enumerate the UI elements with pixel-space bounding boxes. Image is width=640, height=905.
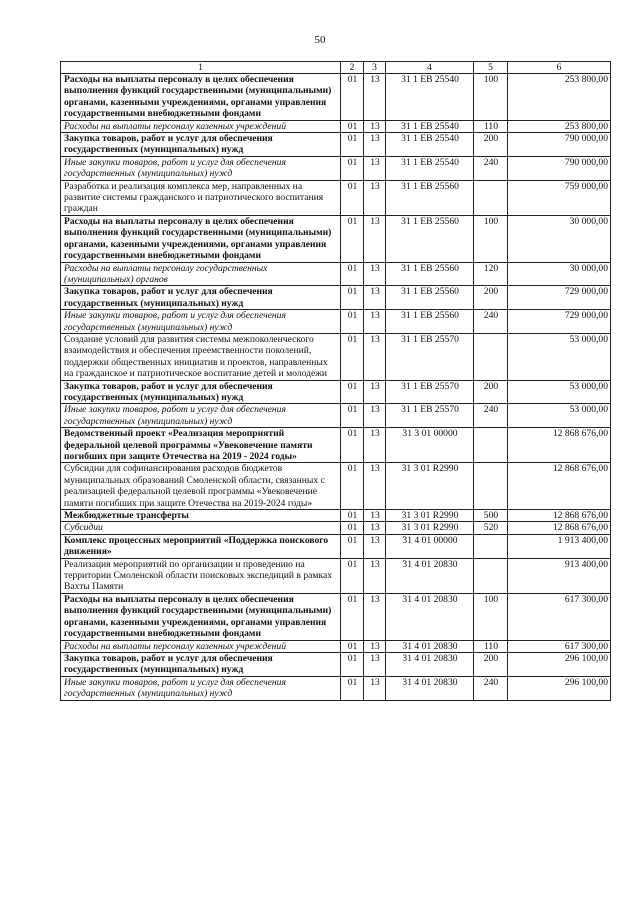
table-row xyxy=(61,262,611,286)
amount: 253 800,00 xyxy=(508,120,611,132)
column-header: 3 xyxy=(364,62,386,74)
section-code: 01 xyxy=(341,593,364,640)
subsection-code: 13 xyxy=(364,463,386,510)
expense-type-code: 200 xyxy=(474,286,508,310)
amount: 729 000,00 xyxy=(508,310,611,334)
expense-type-code: 240 xyxy=(474,404,508,428)
target-article-code: 31 1 ЕВ 25540 xyxy=(386,74,474,121)
subsection-code: 13 xyxy=(364,676,386,700)
expense-name: Расходы на выплаты персоналу в целях обеспечения выполнения функций государственными (муниципальными) органами, казенными учреждениями, органами управления государственными внебюджетными фондами xyxy=(61,593,341,640)
amount: 30 000,00 xyxy=(508,262,611,286)
expense-type-code: 500 xyxy=(474,510,508,522)
section-code: 01 xyxy=(341,215,364,262)
amount: 53 000,00 xyxy=(508,333,611,380)
target-article-code: 31 1 ЕВ 25570 xyxy=(386,380,474,404)
expense-name: Закупка товаров, работ и услуг для обеспечения государственных (муниципальных) нужд xyxy=(61,380,341,404)
expense-type-code: 200 xyxy=(474,380,508,404)
expense-type-code: 100 xyxy=(474,74,508,121)
expense-name: Комплекс процессных мероприятий «Поддержка поискового движения» xyxy=(61,534,341,558)
table-row xyxy=(61,652,611,676)
expense-type-code: 200 xyxy=(474,133,508,157)
section-code: 01 xyxy=(341,463,364,510)
expense-type-code xyxy=(474,463,508,510)
table-row xyxy=(61,156,611,180)
target-article-code: 31 1 ЕВ 25540 xyxy=(386,133,474,157)
target-article-code: 31 1 ЕВ 25560 xyxy=(386,310,474,334)
amount: 729 000,00 xyxy=(508,286,611,310)
amount: 53 000,00 xyxy=(508,404,611,428)
expense-name: Иные закупки товаров, работ и услуг для обеспечения государственных (муниципальных) нужд xyxy=(61,676,341,700)
expense-name: Создание условий для развития системы межпоколенческого взаимодействия и обеспечения преемственности поколений, поддержки общественных инициатив и проектов, направленных на гражданское и патриотическое воспитание детей и молодежи xyxy=(61,333,341,380)
table-row xyxy=(61,380,611,404)
expense-type-code xyxy=(474,558,508,593)
column-header: 1 xyxy=(61,62,341,74)
section-code: 01 xyxy=(341,522,364,534)
subsection-code: 13 xyxy=(364,74,386,121)
amount: 12 868 676,00 xyxy=(508,522,611,534)
amount: 12 868 676,00 xyxy=(508,428,611,463)
subsection-code: 13 xyxy=(364,522,386,534)
amount: 617 300,00 xyxy=(508,593,611,640)
expense-name: Реализация мероприятий по организации и проведению на территории Смоленской области поисковых экспедиций в рамках Вахты Памяти xyxy=(61,558,341,593)
column-header: 5 xyxy=(474,62,508,74)
section-code: 01 xyxy=(341,380,364,404)
page-number: 50 xyxy=(314,34,326,46)
subsection-code: 13 xyxy=(364,652,386,676)
target-article-code: 31 1 ЕВ 25560 xyxy=(386,180,474,215)
target-article-code: 31 3 01 R2990 xyxy=(386,510,474,522)
subsection-code: 13 xyxy=(364,593,386,640)
target-article-code: 31 3 01 R2990 xyxy=(386,463,474,510)
expense-name: Закупка товаров, работ и услуг для обеспечения государственных (муниципальных) нужд xyxy=(61,133,341,157)
expense-name: Разработка и реализация комплекса мер, направленных на развитие системы гражданского и патриотического воспитания граждан xyxy=(61,180,341,215)
target-article-code: 31 3 01 R2990 xyxy=(386,522,474,534)
subsection-code: 13 xyxy=(364,310,386,334)
subsection-code: 13 xyxy=(364,333,386,380)
table-row xyxy=(61,133,611,157)
amount: 790 000,00 xyxy=(508,156,611,180)
table-row xyxy=(61,534,611,558)
expense-type-code xyxy=(474,428,508,463)
section-code: 01 xyxy=(341,262,364,286)
amount: 296 100,00 xyxy=(508,676,611,700)
table-row xyxy=(61,180,611,215)
column-header: 2 xyxy=(341,62,364,74)
subsection-code: 13 xyxy=(364,428,386,463)
table-row xyxy=(61,215,611,262)
subsection-code: 13 xyxy=(364,180,386,215)
target-article-code: 31 1 ЕВ 25560 xyxy=(386,286,474,310)
amount: 253 800,00 xyxy=(508,74,611,121)
expense-type-code: 200 xyxy=(474,652,508,676)
table-body xyxy=(61,74,611,701)
amount: 1 913 400,00 xyxy=(508,534,611,558)
target-article-code: 31 1 ЕВ 25540 xyxy=(386,156,474,180)
table-row xyxy=(61,640,611,652)
expense-type-code: 110 xyxy=(474,120,508,132)
expense-name: Закупка товаров, работ и услуг для обеспечения государственных (муниципальных) нужд xyxy=(61,652,341,676)
budget-table xyxy=(60,61,611,701)
table-row xyxy=(61,522,611,534)
section-code: 01 xyxy=(341,156,364,180)
expense-type-code: 240 xyxy=(474,676,508,700)
target-article-code: 31 4 01 20830 xyxy=(386,652,474,676)
section-code: 01 xyxy=(341,333,364,380)
subsection-code: 13 xyxy=(364,286,386,310)
section-code: 01 xyxy=(341,558,364,593)
section-code: 01 xyxy=(341,180,364,215)
table-row xyxy=(61,676,611,700)
table-row xyxy=(61,558,611,593)
target-article-code: 31 1 ЕВ 25570 xyxy=(386,404,474,428)
subsection-code: 13 xyxy=(364,215,386,262)
expense-name: Ведомственный проект «Реализация мероприятий федеральной целевой программы «Увековечение памяти погибших при защите Отечества на 2019 - 2024 годы» xyxy=(61,428,341,463)
column-header: 4 xyxy=(386,62,474,74)
subsection-code: 13 xyxy=(364,558,386,593)
table-row xyxy=(61,510,611,522)
target-article-code: 31 3 01 00000 xyxy=(386,428,474,463)
table-header-row xyxy=(61,62,611,74)
amount: 759 000,00 xyxy=(508,180,611,215)
amount: 12 868 676,00 xyxy=(508,463,611,510)
table-row xyxy=(61,310,611,334)
subsection-code: 13 xyxy=(364,133,386,157)
section-code: 01 xyxy=(341,404,364,428)
section-code: 01 xyxy=(341,133,364,157)
expense-name: Расходы на выплаты персоналу в целях обеспечения выполнения функций государственными (муниципальными) органами, казенными учреждениями, органами управления государственными внебюджетными фондами xyxy=(61,215,341,262)
expense-name: Субсидии для софинансирования расходов бюджетов муниципальных образований Смоленской области, связанных с реализацией федеральной целевой программы «Увековечение памяти погибших при защите Отечества на 2019-2024 годы» xyxy=(61,463,341,510)
target-article-code: 31 4 01 00000 xyxy=(386,534,474,558)
amount: 296 100,00 xyxy=(508,652,611,676)
amount: 53 000,00 xyxy=(508,380,611,404)
subsection-code: 13 xyxy=(364,404,386,428)
expense-type-code: 120 xyxy=(474,262,508,286)
subsection-code: 13 xyxy=(364,534,386,558)
expense-name: Расходы на выплаты персоналу казенных учреждений xyxy=(61,120,341,132)
target-article-code: 31 1 ЕВ 25560 xyxy=(386,262,474,286)
subsection-code: 13 xyxy=(364,262,386,286)
section-code: 01 xyxy=(341,428,364,463)
amount: 790 000,00 xyxy=(508,133,611,157)
column-header: 6 xyxy=(508,62,611,74)
expense-name: Расходы на выплаты персоналу государственных (муниципальных) органов xyxy=(61,262,341,286)
target-article-code: 31 4 01 20830 xyxy=(386,593,474,640)
expense-name: Межбюджетные трансферты xyxy=(61,510,341,522)
table-row xyxy=(61,404,611,428)
target-article-code: 31 1 ЕВ 25540 xyxy=(386,120,474,132)
expense-type-code: 110 xyxy=(474,640,508,652)
target-article-code: 31 4 01 20830 xyxy=(386,640,474,652)
amount: 617 300,00 xyxy=(508,640,611,652)
expense-name: Расходы на выплаты персоналу в целях обеспечения выполнения функций государственными (муниципальными) органами, казенными учреждениями, органами управления государственными внебюджетными фондами xyxy=(61,74,341,121)
expense-name: Иные закупки товаров, работ и услуг для обеспечения государственных (муниципальных) нужд xyxy=(61,310,341,334)
expense-type-code xyxy=(474,180,508,215)
expense-type-code xyxy=(474,333,508,380)
expense-name: Расходы на выплаты персоналу казенных учреждений xyxy=(61,640,341,652)
subsection-code: 13 xyxy=(364,510,386,522)
expense-type-code: 520 xyxy=(474,522,508,534)
subsection-code: 13 xyxy=(364,640,386,652)
subsection-code: 13 xyxy=(364,380,386,404)
amount: 12 868 676,00 xyxy=(508,510,611,522)
expense-name: Иные закупки товаров, работ и услуг для обеспечения государственных (муниципальных) нужд xyxy=(61,404,341,428)
section-code: 01 xyxy=(341,640,364,652)
expense-name: Субсидии xyxy=(61,522,341,534)
section-code: 01 xyxy=(341,534,364,558)
section-code: 01 xyxy=(341,676,364,700)
table-row xyxy=(61,463,611,510)
expense-type-code: 100 xyxy=(474,215,508,262)
expense-name: Закупка товаров, работ и услуг для обеспечения государственных (муниципальных) нужд xyxy=(61,286,341,310)
section-code: 01 xyxy=(341,286,364,310)
expense-type-code: 240 xyxy=(474,310,508,334)
table-row xyxy=(61,333,611,380)
expense-name: Иные закупки товаров, работ и услуг для обеспечения государственных (муниципальных) нужд xyxy=(61,156,341,180)
table-row xyxy=(61,286,611,310)
section-code: 01 xyxy=(341,310,364,334)
amount: 913 400,00 xyxy=(508,558,611,593)
expense-type-code: 240 xyxy=(474,156,508,180)
amount: 30 000,00 xyxy=(508,215,611,262)
section-code: 01 xyxy=(341,652,364,676)
subsection-code: 13 xyxy=(364,120,386,132)
expense-type-code xyxy=(474,534,508,558)
table-row xyxy=(61,428,611,463)
section-code: 01 xyxy=(341,510,364,522)
table-row xyxy=(61,593,611,640)
table-row xyxy=(61,120,611,132)
section-code: 01 xyxy=(341,74,364,121)
subsection-code: 13 xyxy=(364,156,386,180)
target-article-code: 31 4 01 20830 xyxy=(386,558,474,593)
target-article-code: 31 1 ЕВ 25560 xyxy=(386,215,474,262)
target-article-code: 31 1 ЕВ 25570 xyxy=(386,333,474,380)
expense-type-code: 100 xyxy=(474,593,508,640)
section-code: 01 xyxy=(341,120,364,132)
table-row xyxy=(61,74,611,121)
target-article-code: 31 4 01 20830 xyxy=(386,676,474,700)
